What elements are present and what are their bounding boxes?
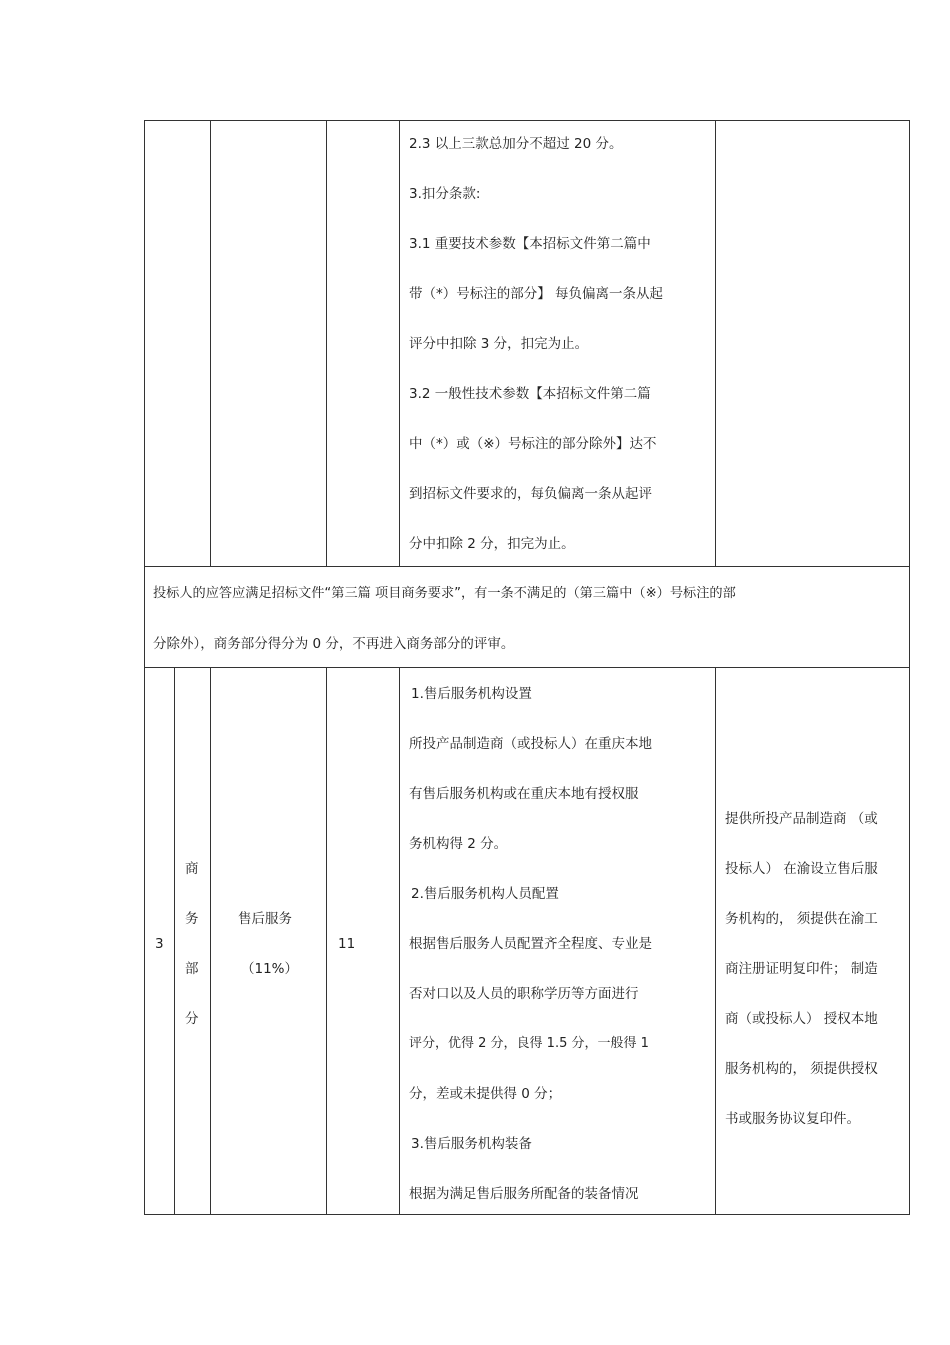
- item-points: 11: [338, 936, 356, 952]
- note-line: 投标人的应答应满足招标文件“第三篇 项目商务要求”，有一条不满足的（第三篇中（※）号标注的部: [153, 586, 736, 601]
- table-rule-2: [144, 667, 910, 668]
- table-border-left: [144, 120, 145, 1215]
- business-scoring-line: 根据售后服务人员配置齐全程度、专业是: [409, 936, 652, 952]
- top-scoring-line: 2.3 以上三款总加分不超过 20 分。: [409, 136, 623, 152]
- evidence-line: 提供所投产品制造商 （或: [725, 811, 878, 827]
- table-rule-1: [144, 566, 910, 567]
- col-line-b-bottom: [326, 667, 327, 1214]
- col-line-0-bottom: [174, 667, 175, 1214]
- top-scoring-line: 带（*）号标注的部分】 每负偏离一条从起: [409, 286, 664, 302]
- top-scoring-line: 3.1 重要技术参数【本招标文件第二篇中: [409, 236, 651, 252]
- col-line-b-top: [326, 120, 327, 566]
- business-scoring-line: 否对口以及人员的职称学历等方面进行: [409, 986, 639, 1002]
- business-scoring-line: 所投产品制造商（或投标人）在重庆本地: [409, 736, 652, 752]
- section-char: 务: [185, 911, 199, 927]
- top-scoring-line: 3.扣分条款:: [409, 186, 481, 202]
- section-char: 分: [185, 1011, 199, 1027]
- evidence-line: 商（或投标人） 授权本地: [725, 1011, 878, 1027]
- col-line-d-bottom: [715, 667, 716, 1214]
- col-line-d-top: [715, 120, 716, 566]
- top-scoring-line: 到招标文件要求的，每负偏离一条从起评: [409, 486, 652, 502]
- section-char: 商: [185, 861, 199, 877]
- top-scoring-line: 评分中扣除 3 分，扣完为止。: [409, 336, 589, 352]
- col-line-a-bottom: [210, 667, 211, 1214]
- evidence-line: 商注册证明复印件； 制造: [725, 961, 878, 977]
- top-scoring-line: 分中扣除 2 分，扣完为止。: [409, 536, 575, 552]
- business-scoring-line: 务机构得 2 分。: [409, 836, 508, 852]
- business-scoring-line: 1.售后服务机构设置: [411, 686, 532, 702]
- col-line-a-top: [210, 120, 211, 566]
- row-index: 3: [155, 936, 164, 952]
- business-scoring-line: 有售后服务机构或在重庆本地有授权服: [409, 786, 639, 802]
- business-scoring-line: 分，差或未提供得 0 分；: [409, 1086, 562, 1102]
- note-line: 分除外），商务部分得分为 0 分，不再进入商务部分的评审。: [153, 636, 515, 652]
- col-line-c-bottom: [399, 667, 400, 1214]
- evidence-line: 书或服务协议复印件。: [725, 1111, 860, 1127]
- evidence-line: 务机构的， 须提供在渝工: [725, 911, 878, 927]
- business-scoring-line: 根据为满足售后服务所配备的装备情况: [409, 1186, 639, 1202]
- evidence-line: 服务机构的， 须提供授权: [725, 1061, 878, 1077]
- business-scoring-line: 评分，优得 2 分，良得 1.5 分，一般得 1: [409, 1036, 649, 1051]
- col-line-c-top: [399, 120, 400, 566]
- top-scoring-line: 3.2 一般性技术参数【本招标文件第二篇: [409, 386, 651, 402]
- table-border-bottom: [144, 1214, 910, 1215]
- section-char: 部: [185, 961, 199, 977]
- item-name: 售后服务: [238, 911, 292, 927]
- business-scoring-line: 3.售后服务机构装备: [411, 1136, 532, 1152]
- table-border-right: [909, 120, 910, 1215]
- table-border-top: [144, 120, 910, 121]
- top-scoring-line: 中（*）或（※）号标注的部分除外】达不: [409, 436, 657, 452]
- business-scoring-line: 2.售后服务机构人员配置: [411, 886, 559, 902]
- item-weight: （11%）: [241, 961, 299, 977]
- evidence-line: 投标人） 在渝设立售后服: [725, 861, 878, 877]
